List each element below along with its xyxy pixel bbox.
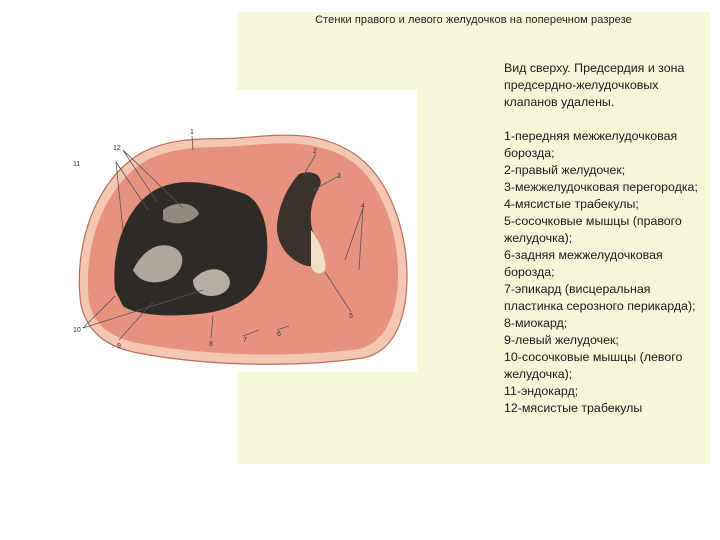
intro-text: Вид сверху. Предсердия и зона предсердно-желудочковых клапанов удалены. — [504, 61, 685, 109]
legend-item-2: 2-правый желудочек; — [504, 163, 626, 177]
label-12: 12 — [113, 145, 121, 152]
legend-item-9: 9-левый желудочек; — [504, 333, 619, 347]
legend-item-5: 5-сосочковые мышцы (правого желудочка); — [504, 214, 682, 245]
label-9: 9 — [117, 343, 121, 350]
legend-item-7: 7-эпикард (висцеральная пластинка серозного перикарда); — [504, 282, 696, 313]
slide-title: Стенки правого и левого желудочков на поперечном разрезе — [315, 14, 632, 26]
legend-item-3: 3-межжелудочковая перегородка; — [504, 180, 698, 194]
legend-item-1: 1-передняя межжелудочковая борозда; — [504, 129, 678, 160]
legend-item-10: 10-сосочковые мышцы (левого желудочка); — [504, 350, 683, 381]
legend-item-12: 12-мясистые трабекулы — [504, 401, 643, 415]
label-3: 3 — [337, 173, 341, 180]
legend-item-11: 11-эндокард; — [504, 384, 579, 398]
label-7: 7 — [243, 337, 247, 344]
description-block — [504, 60, 710, 417]
legend-item-8: 8-миокард; — [504, 316, 568, 330]
legend-item-4: 4-мясистые трабекулы; — [504, 197, 639, 211]
label-6: 6 — [277, 331, 281, 338]
label-2: 2 — [313, 148, 317, 155]
label-5: 5 — [349, 313, 353, 320]
label-4: 4 — [361, 203, 365, 210]
legend-list — [504, 128, 710, 417]
label-11: 11 — [73, 161, 81, 168]
legend-item-6: 6-задняя межжелудочковая борозда; — [504, 248, 663, 279]
label-1: 1 — [190, 129, 194, 136]
label-8: 8 — [209, 341, 213, 348]
heart-cross-section-drawing — [63, 90, 417, 372]
label-10: 10 — [73, 327, 81, 334]
heart-cross-section-illustration — [63, 90, 417, 372]
